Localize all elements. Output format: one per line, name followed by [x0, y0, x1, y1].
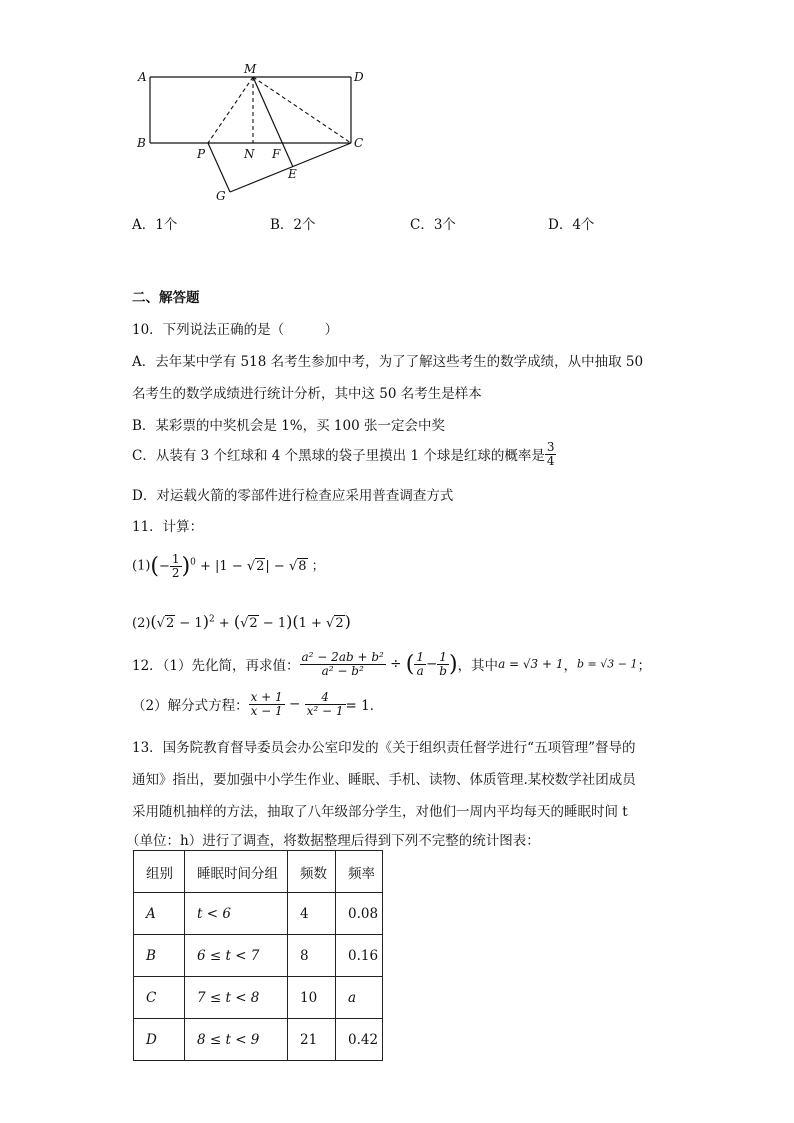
table-header-row: 组别 睡眠时间分组 频数 频率	[134, 851, 383, 893]
q10-option-a-line2: 名考生的数学成绩进行统计分析，其中这 50 名考生是样本	[132, 386, 482, 402]
q9-option-a: A．1个	[132, 217, 178, 233]
q13-line4: （单位：h）进行了调查，将数据整理后得到下列不完整的统计图表：	[126, 833, 540, 849]
q13-line3: 采用随机抽样的方法，抽取了八年级部分学生，对他们一周内平均每天的睡眠时间 t	[132, 804, 628, 820]
q10-option-b: B．某彩票的中奖机会是 1%，买 100 张一定会中奖	[132, 418, 445, 434]
q9-option-b: B．2个	[270, 217, 316, 233]
point-label-M: M	[244, 62, 257, 76]
table-row: A t < 6 4 0.08	[134, 893, 383, 935]
q10-option-c: C．从装有 3 个红球和 4 个黑球的袋子里摸出 1 个球是红球的概率是 $\frac{3}{4}$	[132, 440, 555, 468]
sleep-time-table	[133, 850, 383, 1061]
table-row: C 7 ≤ t < 8 10 a	[134, 977, 383, 1019]
point-label-F: F	[272, 147, 281, 161]
point-label-P: P	[197, 147, 206, 161]
section-title: 二、解答题	[132, 290, 200, 306]
q10-option-a-line1: A．去年某中学有 518 名考生参加中考，为了了解这些考生的数学成绩，从中抽取 50	[132, 354, 644, 370]
q11-stem: 11．计算：	[132, 519, 204, 535]
q9-option-d: D．4个	[548, 217, 595, 233]
q13-line2: 通知》指出，要加强中小学生作业、睡眠、手机、读物、体质管理.某校数学社团成员	[132, 772, 636, 788]
point-label-G: G	[216, 189, 226, 203]
table-row: D 8 ≤ t < 9 21 0.42	[134, 1019, 383, 1061]
q11-part2-expression: $(√2 - 1)^2 + (√2 - 1)(1 + √2)$	[150, 612, 351, 631]
q11-part1-expression: (− $\frac{1}{2}$ )$^0$ + |1 − √2| − √8 ；	[150, 552, 325, 580]
point-label-C: C	[354, 136, 364, 150]
q11-part1: (1)(− $\frac{1}{2}$ )$^0$ + |1 − √2| − √8 ；	[132, 552, 325, 580]
q10-option-d: D．对运载火箭的零部件进行检查应采用普查调查方式	[132, 488, 454, 504]
table-row: B 6 ≤ t < 7 8 0.16	[134, 935, 383, 977]
q9-option-c: C．3个	[410, 217, 456, 233]
point-label-D: D	[354, 70, 364, 84]
q12-part2: （2）解分式方程： $\frac{x + 1}{x - 1}$ − $\frac{4}{\text{x² − 1}}$ = 1．	[132, 690, 384, 718]
q11-part2: $(2)(√2 - 1)^2 + (√2 - 1)(1 + √2)$	[132, 612, 351, 631]
probability-fraction: $\frac{3}{4}$	[546, 440, 555, 468]
point-label-N: N	[244, 147, 255, 161]
point-label-B: B	[137, 136, 146, 150]
q10-stem: 10．下列说法正确的是（ ）	[132, 322, 339, 338]
q12-fraction-main: $\frac{\text{a² − 2ab + b²}}{\text{a² − b²}}$	[301, 650, 384, 678]
point-label-A: A	[138, 70, 147, 84]
q12-part1: 12．（1）先化简，再求值： $\frac{\text{a² − 2ab + b²}}{\text{a² − b²}}$ ÷ ( $\frac{1}{a}$ − $\frac{1}{b}$ )，其中a = √3 + 1，b = √3 − 1；	[132, 650, 651, 678]
q13-line1: 13．国务院教育督导委员会办公室印发的《关于组织责任督学进行“五项管理”督导的	[132, 740, 636, 756]
point-label-E: E	[288, 167, 297, 181]
geometry-figure	[130, 60, 370, 210]
